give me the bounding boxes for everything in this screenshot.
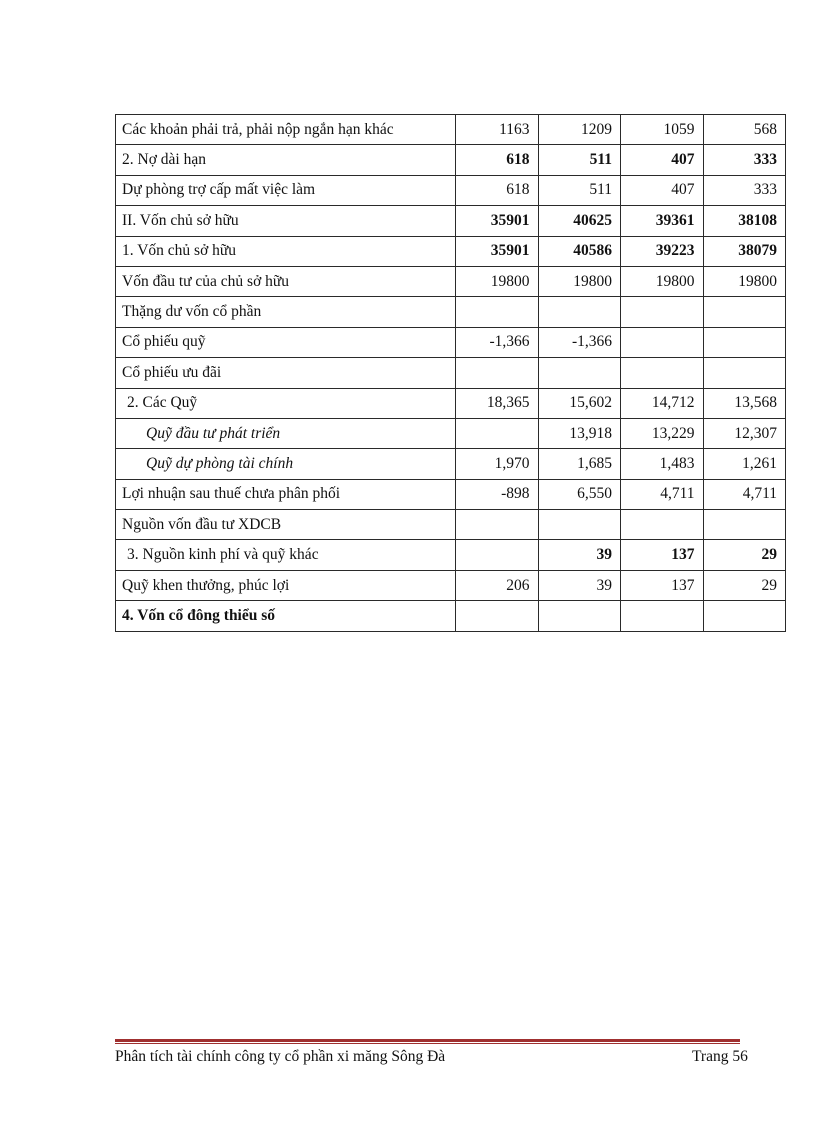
row-value <box>703 297 786 327</box>
row-value: 14,712 <box>621 388 704 418</box>
row-label: Cổ phiếu quỹ <box>116 327 456 357</box>
row-label: Nguồn vốn đầu tư XDCB <box>116 510 456 540</box>
table-row <box>116 418 786 448</box>
row-label: 2. Nợ dài hạn <box>116 145 456 175</box>
row-value <box>621 601 704 631</box>
row-value: 206 <box>456 570 539 600</box>
row-value: 1,685 <box>538 449 621 479</box>
row-value: -898 <box>456 479 539 509</box>
row-value: 12,307 <box>703 418 786 448</box>
row-value: 1209 <box>538 115 621 145</box>
row-label: Quỹ đầu tư phát triển <box>116 418 456 448</box>
row-value: 38079 <box>703 236 786 266</box>
row-value <box>456 601 539 631</box>
row-value: 333 <box>703 145 786 175</box>
table-row <box>116 388 786 418</box>
row-value: 39223 <box>621 236 704 266</box>
row-value: -1,366 <box>538 327 621 357</box>
row-value <box>456 358 539 388</box>
row-value <box>538 358 621 388</box>
table-row <box>116 145 786 175</box>
row-value: 29 <box>703 540 786 570</box>
table-row <box>116 358 786 388</box>
row-value <box>703 327 786 357</box>
row-value <box>703 358 786 388</box>
row-value: 39361 <box>621 206 704 236</box>
row-value: 19800 <box>703 266 786 296</box>
row-label: 3. Nguồn kinh phí và quỹ khác <box>116 540 456 570</box>
row-label: Cổ phiếu ưu đãi <box>116 358 456 388</box>
row-label: 2. Các Quỹ <box>116 388 456 418</box>
row-value: 407 <box>621 145 704 175</box>
row-value: 18,365 <box>456 388 539 418</box>
row-value: 39 <box>538 570 621 600</box>
row-value: 1,483 <box>621 449 704 479</box>
table-row <box>116 115 786 145</box>
table-row <box>116 206 786 236</box>
row-value: 13,229 <box>621 418 704 448</box>
row-value: 1059 <box>621 115 704 145</box>
row-value: 39 <box>538 540 621 570</box>
row-value: -1,366 <box>456 327 539 357</box>
row-value: 15,602 <box>538 388 621 418</box>
row-value <box>703 510 786 540</box>
row-value: 511 <box>538 145 621 175</box>
row-value <box>538 601 621 631</box>
table-row <box>116 510 786 540</box>
row-label: II. Vốn chủ sở hữu <box>116 206 456 236</box>
row-value <box>621 327 704 357</box>
footer-document-title: Phân tích tài chính công ty cổ phần xi măng Sông Đà <box>115 1048 446 1065</box>
row-value: 35901 <box>456 236 539 266</box>
row-value: 137 <box>621 570 704 600</box>
table-row <box>116 266 786 296</box>
footer-divider <box>115 1039 740 1046</box>
row-value: 40625 <box>538 206 621 236</box>
row-value: 4,711 <box>703 479 786 509</box>
table-row <box>116 540 786 570</box>
row-value <box>456 510 539 540</box>
row-value <box>621 297 704 327</box>
table-row <box>116 449 786 479</box>
table-row <box>116 297 786 327</box>
row-value: 1,970 <box>456 449 539 479</box>
footer-page-number: Trang 56 <box>692 1048 748 1065</box>
table-row <box>116 570 786 600</box>
row-label: Quỹ khen thưởng, phúc lợi <box>116 570 456 600</box>
row-value <box>538 297 621 327</box>
row-label: Dự phòng trợ cấp mất việc làm <box>116 175 456 205</box>
row-value: 40586 <box>538 236 621 266</box>
row-value <box>538 510 621 540</box>
row-value: 13,918 <box>538 418 621 448</box>
row-label: 1. Vốn chủ sở hữu <box>116 236 456 266</box>
row-value: 38108 <box>703 206 786 236</box>
row-label: Quỹ dự phòng tài chính <box>116 449 456 479</box>
row-value: 137 <box>621 540 704 570</box>
table-row <box>116 601 786 631</box>
row-value <box>621 358 704 388</box>
row-value: 4,711 <box>621 479 704 509</box>
row-value <box>456 540 539 570</box>
row-value: 35901 <box>456 206 539 236</box>
row-value: 19800 <box>456 266 539 296</box>
row-label: Lợi nhuận sau thuế chưa phân phối <box>116 479 456 509</box>
row-value: 511 <box>538 175 621 205</box>
row-value <box>456 418 539 448</box>
row-value: 29 <box>703 570 786 600</box>
financial-table <box>115 114 785 632</box>
row-value: 618 <box>456 175 539 205</box>
table-row <box>116 479 786 509</box>
row-label: Thặng dư vốn cổ phần <box>116 297 456 327</box>
row-value <box>703 601 786 631</box>
row-value: 19800 <box>538 266 621 296</box>
row-value <box>456 297 539 327</box>
row-value: 1163 <box>456 115 539 145</box>
row-value: 407 <box>621 175 704 205</box>
table-row <box>116 236 786 266</box>
row-value: 6,550 <box>538 479 621 509</box>
row-label: 4. Vốn cổ đông thiểu số <box>116 601 456 631</box>
row-value: 13,568 <box>703 388 786 418</box>
table-row <box>116 175 786 205</box>
row-label: Vốn đầu tư của chủ sở hữu <box>116 266 456 296</box>
table-row <box>116 327 786 357</box>
financial-table-body <box>116 115 786 632</box>
row-value <box>621 510 704 540</box>
row-value: 568 <box>703 115 786 145</box>
row-value: 333 <box>703 175 786 205</box>
row-value: 1,261 <box>703 449 786 479</box>
row-label: Các khoản phải trả, phải nộp ngắn hạn khác <box>116 115 456 145</box>
row-value: 19800 <box>621 266 704 296</box>
row-value: 618 <box>456 145 539 175</box>
